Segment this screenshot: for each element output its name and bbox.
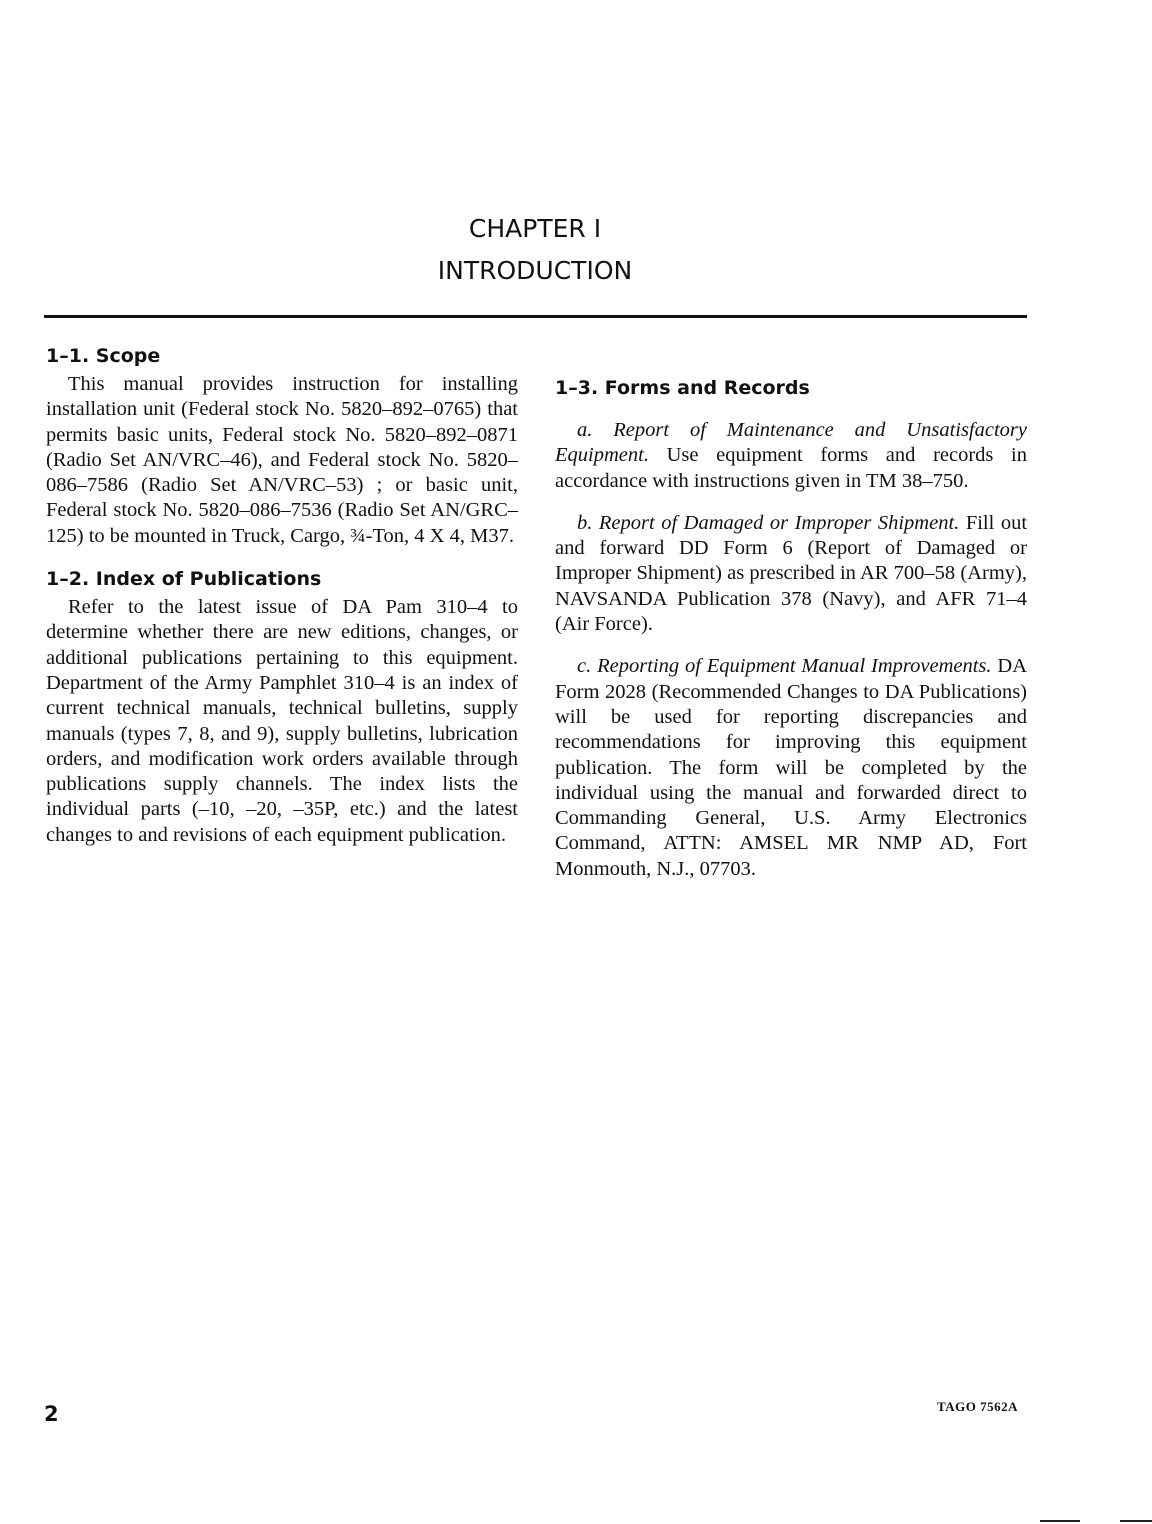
para-a-body: Use equipment forms and records in accordance with instructions given in TM 38–750. xyxy=(555,444,1027,492)
scan-artifact-mark xyxy=(1040,1520,1080,1522)
para-a-label: a. xyxy=(577,419,593,441)
forms-paragraph-a xyxy=(555,418,1027,494)
section-title-forms: 1–3. Forms and Records xyxy=(555,377,810,399)
right-column xyxy=(555,374,1027,882)
para-b-label: b. xyxy=(577,511,593,534)
chapter-number: CHAPTER I xyxy=(468,214,602,243)
left-column xyxy=(46,342,518,848)
section-title-scope: 1–1. Scope xyxy=(46,345,161,367)
para-c-heading: Reporting of Equipment Manual Improvements. xyxy=(597,655,992,678)
para-a-heading: Report of Maintenance and Unsatisfactory Equipment. xyxy=(555,419,1028,467)
section-body-index: Refer to the latest issue of DA Pam 310–4 to determine whether there are new editions, changes, or additional publications pertaining to this equipment. Department of the Army Pamphlet 310–4 is an index of current technical manuals, technical bulletins, supply manuals (types 7, 8, and 9), supply bulletins, lubrication orders, and modification work orders available through publications supply channels. The index lists the individual parts (–10, –20, –35P, etc.) and the latest changes to and revisions of each equipment publication. xyxy=(46,596,518,846)
para-c-label: c. xyxy=(577,655,592,678)
page-number: 2 xyxy=(44,1402,59,1426)
forms-paragraph-c xyxy=(555,654,1027,882)
para-b-heading: Report of Damaged or Improper Shipment. xyxy=(598,511,960,534)
section-title-index: 1–2. Index of Publications xyxy=(46,568,322,591)
chapter-title: INTRODUCTION xyxy=(437,256,633,285)
scan-artifact-mark xyxy=(1120,1520,1152,1522)
section-index-of-publications xyxy=(46,565,518,848)
forms-paragraph-b xyxy=(555,511,1027,637)
para-c-body: DA Form 2028 (Recommended Changes to DA Publications) will be used for reporting discrepancies and recommendations for improving this equipment publication. The form will be completed by the individual using the manual and forwarded direct to Commanding General, U.S. Army Electronics Command, ATTN: AMSEL MR NMP AD, Fort Monmouth, N.J., 07703. xyxy=(555,655,1028,880)
section-forms-and-records xyxy=(555,374,1027,882)
section-body-scope: This manual provides instruction for installing installation unit (Federal stock No. 5820–892–0765) that permits basic units, Federal stock No. 5820–892–0871 (Radio Set AN/VRC–46), and Federal stock No. 5820–086–7586 (Radio Set AN/VRC–53) ; or basic unit, Federal stock No. 5820–086–7536 (Radio Set AN/GRC–125) to be mounted in Truck, Cargo, ¾-Ton, 4 X 4, M37. xyxy=(46,373,518,547)
section-scope xyxy=(46,342,518,549)
heading-rule xyxy=(44,315,1027,318)
para-b-body: Fill out and forward DD Form 6 (Report of Damaged or Improper Shipment) as prescribed in AR 700–58 (Army), NAVSANDA Publication 378 (Navy), and AFR 71–4 (Air Force). xyxy=(555,511,1028,636)
document-code: TAGO 7562A xyxy=(937,1399,1018,1414)
